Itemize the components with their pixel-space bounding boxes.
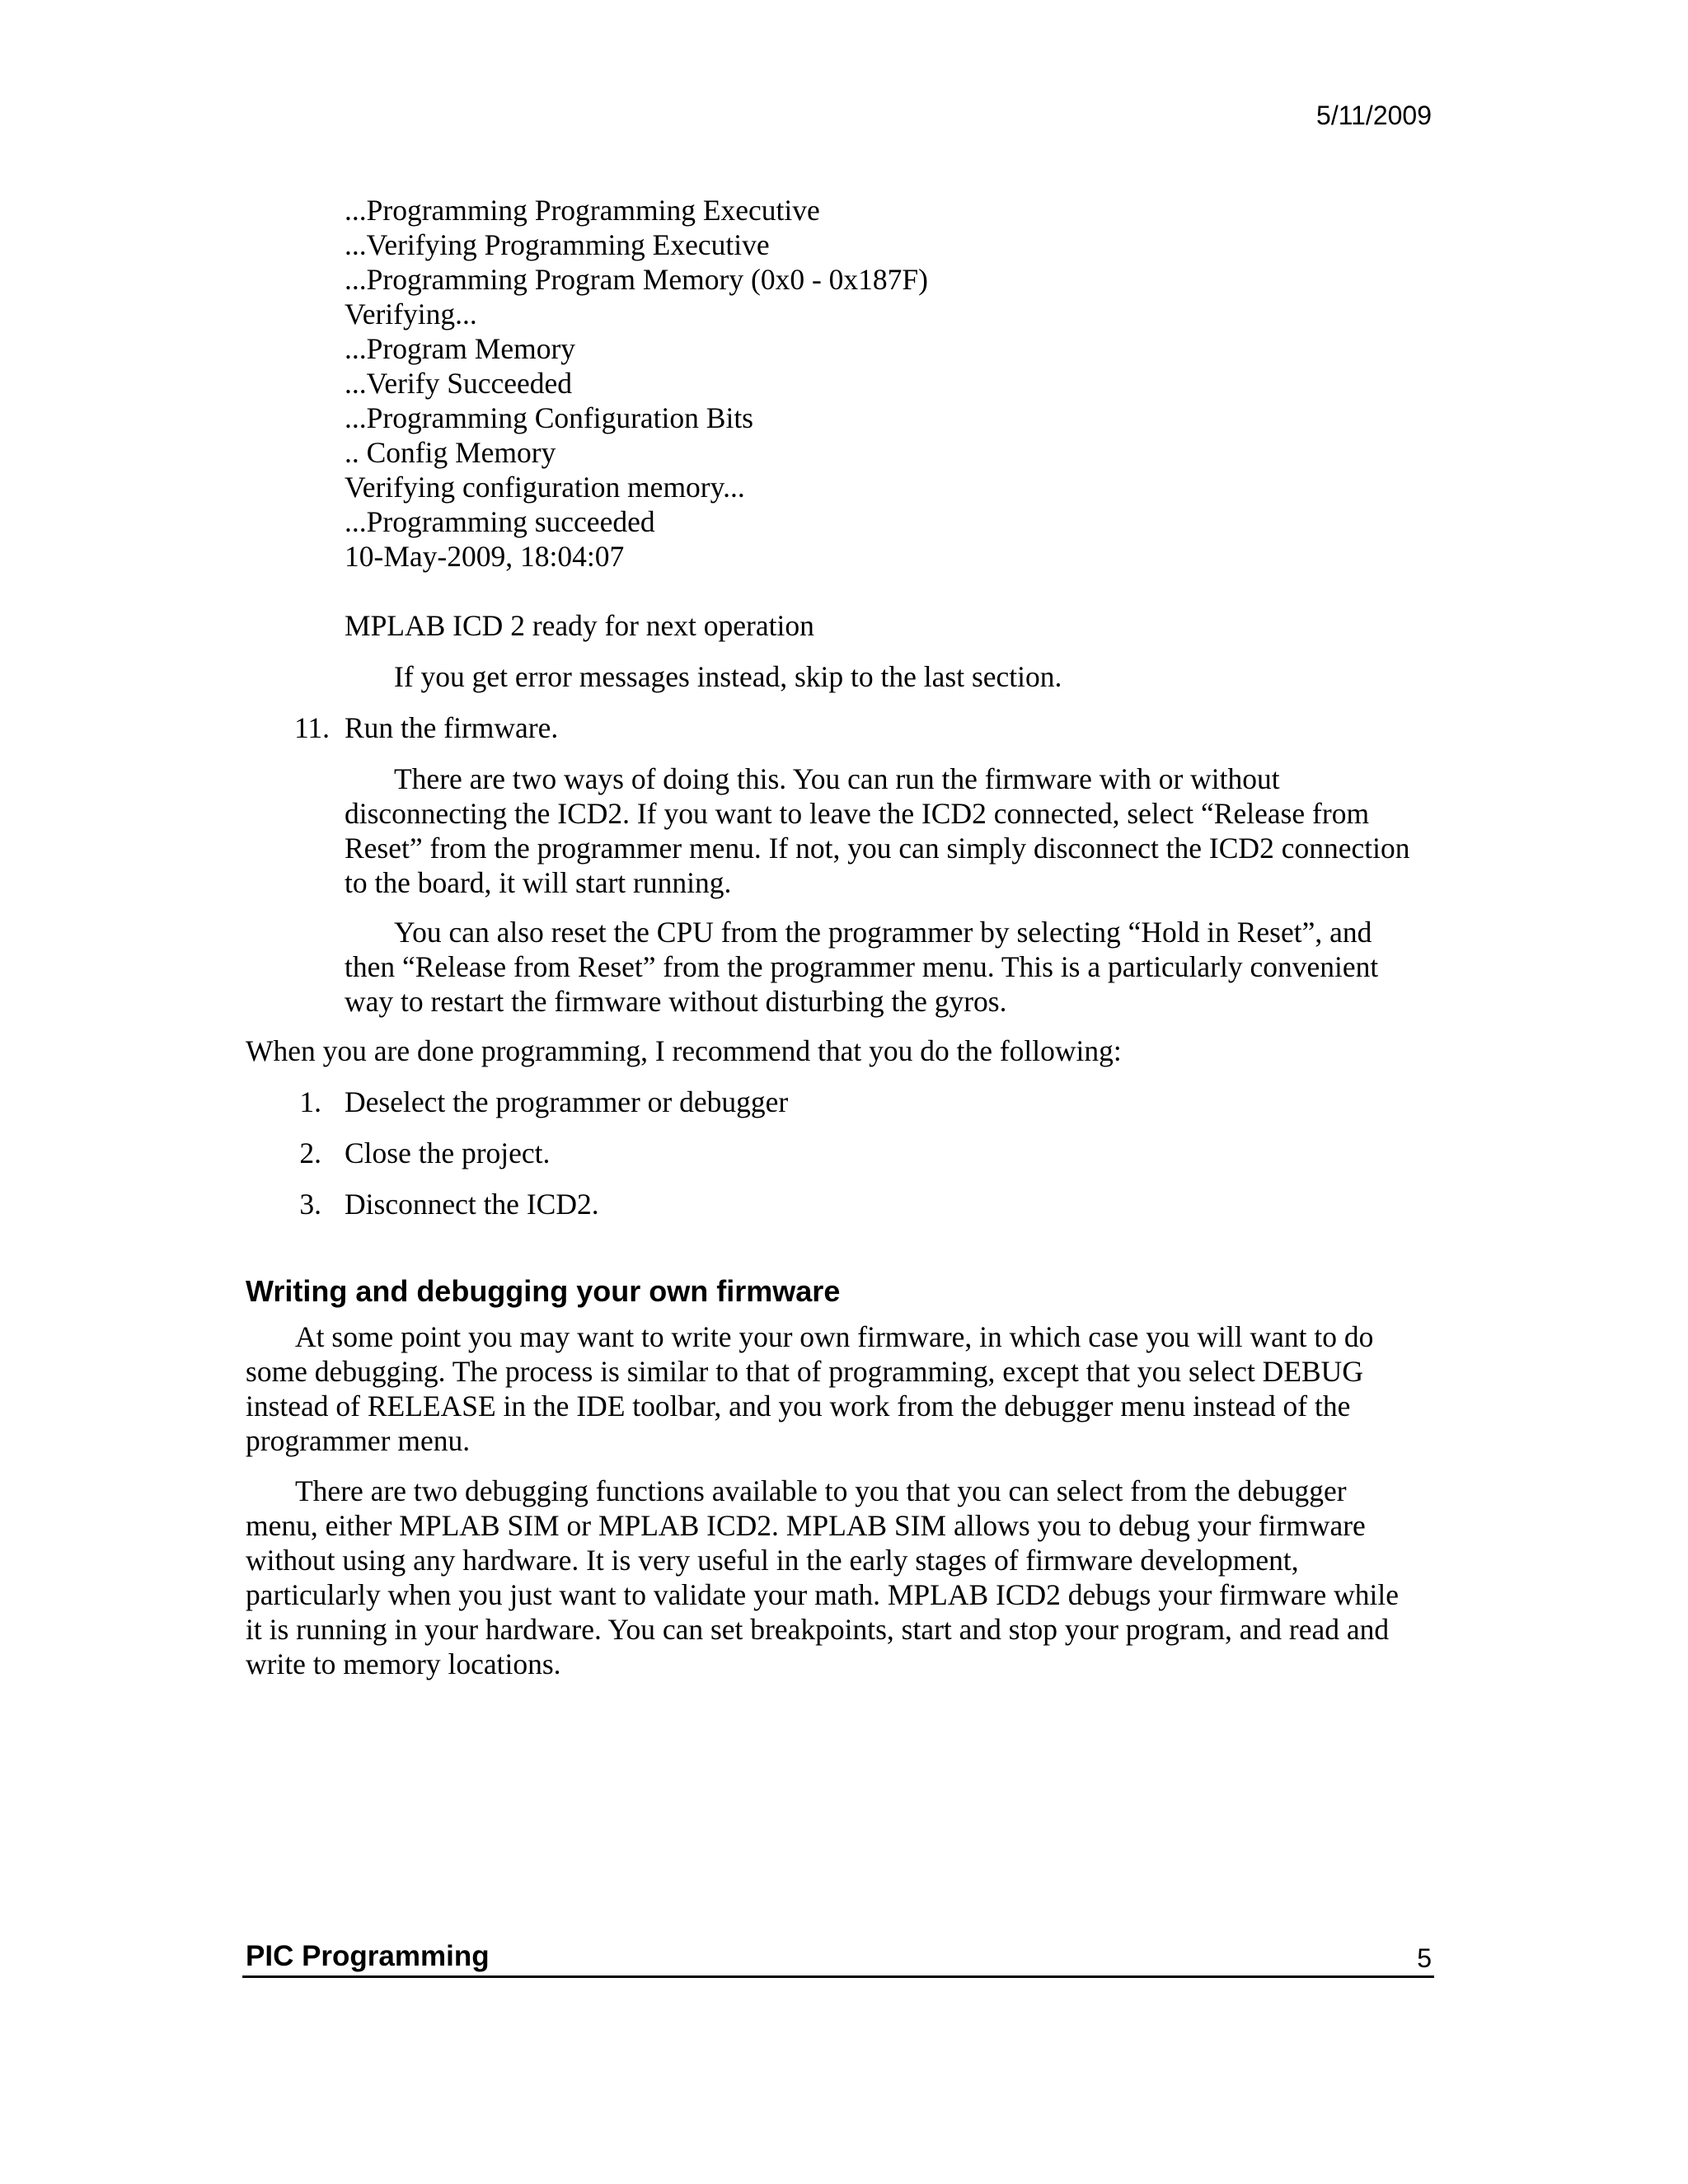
log-line: ...Verifying Programming Executive: [345, 228, 770, 261]
list-text: Close the project.: [345, 1137, 551, 1169]
done-intro: When you are done programming, I recommend that you do the following:: [246, 1034, 1122, 1067]
log-line: Verifying...: [345, 298, 477, 330]
footer-title: PIC Programming: [246, 1940, 490, 1972]
step-title: Run the firmware.: [345, 711, 559, 744]
log-line: .. Config Memory: [345, 436, 556, 469]
log-line: ...Verify Succeeded: [345, 367, 572, 400]
log-line: Verifying configuration memory...: [345, 471, 745, 504]
page-number: 5: [1417, 1943, 1432, 1973]
log-line: ...Programming succeeded: [345, 505, 655, 538]
list-text: Disconnect the ICD2.: [345, 1188, 599, 1221]
ready-line: MPLAB ICD 2 ready for next operation: [345, 609, 814, 642]
step-11-paragraph-1: [345, 762, 1416, 900]
section-heading: Writing and debugging your own firmware: [246, 1274, 841, 1308]
step-number: 11.: [293, 711, 330, 744]
paragraph-text: There are two ways of doing this. You can run the firmware with or without disconnecting the ICD2. If you want to leave the ICD2 connected, select “Release from Reset” from the programmer menu. If not, you can simply disconnect the ICD2 connection to the board, it will start running.: [345, 762, 1410, 899]
header-date: 5/11/2009: [1316, 101, 1432, 130]
log-line: 10-May-2009, 18:04:07: [345, 540, 625, 573]
log-line: ...Programming Configuration Bits: [345, 401, 753, 434]
list-number: 3.: [299, 1188, 321, 1221]
paragraph-text: You can also reset the CPU from the programmer by selecting “Hold in Reset”, and then “Release from Reset” from the programmer menu. This is a particularly convenient way to restart the firmware without disturbing the gyros.: [345, 916, 1379, 1018]
log-line: ...Program Memory: [345, 332, 576, 365]
paragraph-text: At some point you may want to write your own firmware, in which case you will want to do some debugging. The process is similar to that of programming, except that you select DEBUG instead of RELEASE in the IDE toolbar, and you work from the debugger menu instead of the programmer menu.: [246, 1320, 1374, 1457]
section-paragraph-2: [246, 1474, 1416, 1681]
list-text: Deselect the programmer or debugger: [345, 1085, 789, 1118]
list-number: 2.: [299, 1137, 321, 1169]
paragraph-text: There are two debugging functions available to you that you can select from the debugger menu, either MPLAB SIM or MPLAB ICD2. MPLAB SIM allows you to debug your firmware without using any hardware. It is very useful in the early stages of firmware development, particularly when you just want to validate your math. MPLAB ICD2 debugs your firmware while it is running in your hardware. You can set breakpoints, start and stop your program, and read and write to memory locations.: [246, 1474, 1400, 1680]
log-line: ...Programming Program Memory (0x0 - 0x187F): [345, 263, 928, 296]
list-number: 1.: [299, 1085, 321, 1118]
step-11-paragraph-2: [345, 915, 1416, 1019]
section-paragraph-1: [246, 1319, 1416, 1458]
footer-rule: [242, 1975, 1434, 1978]
error-note: If you get error messages instead, skip to the last section.: [394, 660, 1062, 693]
log-line: ...Programming Programming Executive: [345, 194, 820, 227]
